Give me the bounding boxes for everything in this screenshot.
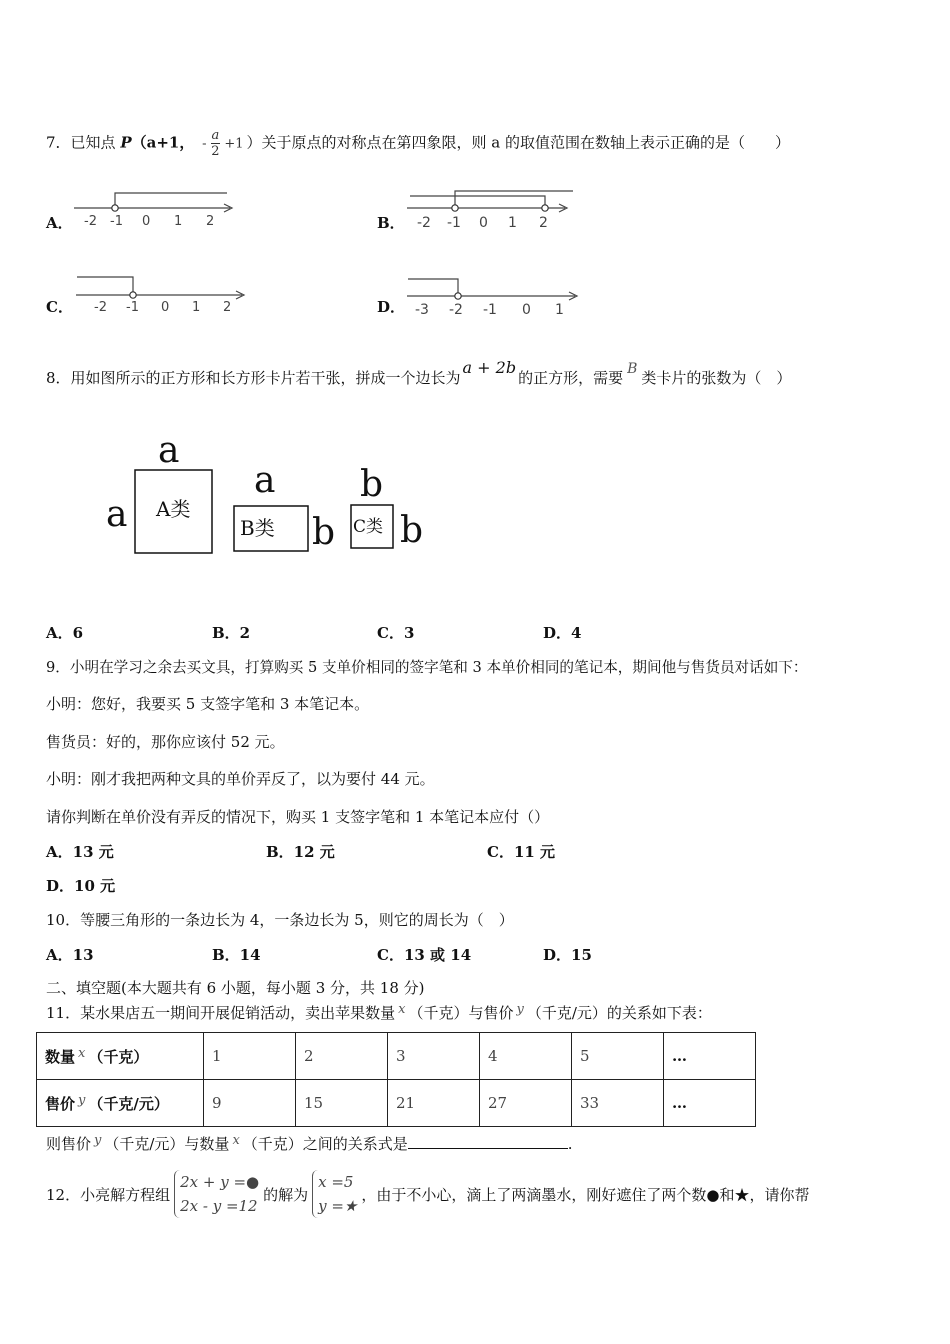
- tick-label: 1: [508, 215, 517, 231]
- q12-equation-system: 2x + y =● 2x - y =12: [174, 1170, 259, 1218]
- tick-label: -1: [447, 215, 461, 231]
- table-cell: 1: [204, 1033, 296, 1080]
- table-cell: 3: [388, 1033, 480, 1080]
- q7-fraction: - $\frac{a}{2}$ +1: [202, 128, 244, 159]
- q7-option-a-numberline: [72, 188, 242, 233]
- q9-option-b: B．12 元: [266, 843, 335, 861]
- q10-option-a: A．13: [46, 946, 94, 964]
- tick-label: 2: [206, 214, 215, 229]
- q9-dialog-3: 小明：刚才我把两种文具的单价弄反了，以为要付 44 元。: [46, 770, 435, 788]
- tick-label: -1: [483, 302, 497, 318]
- q11-question: 则售价 y （千克/元）与数量 x （千克）之间的关系式是 .: [46, 1133, 573, 1153]
- q9-stem: 9．小明在学习之余去买文具，打算购买 5 支单价相同的签字笔和 3 本单价相同的笔记本，期间他与售货员对话如下：: [46, 659, 808, 676]
- table-row: [37, 1080, 756, 1127]
- q8-option-b: B．2: [212, 624, 251, 642]
- tick-label: -1: [126, 300, 139, 315]
- q8-option-c: C．3: [377, 624, 415, 642]
- section-heading: 二、填空题(本大题共有 6 小题，每小题 3 分，共 18 分): [46, 979, 425, 997]
- answer-blank: [408, 1134, 568, 1149]
- card-b-name: B类: [240, 516, 275, 540]
- q7-option-c-numberline: [74, 270, 254, 316]
- tick-label: 0: [522, 302, 531, 318]
- tick-label: -2: [84, 214, 97, 229]
- q10-option-d: D．15: [543, 946, 592, 964]
- card-a-side-label: a: [106, 494, 128, 535]
- tick-label: -1: [110, 214, 123, 229]
- tick-label: 0: [479, 215, 488, 231]
- table-cell: 33: [572, 1080, 664, 1127]
- q9-question: 请你判断在单价没有弄反的情况下，购买 1 支签字笔和 1 本笔记本应付（）: [46, 808, 550, 826]
- table-row: [37, 1033, 756, 1080]
- tick-label: -2: [417, 215, 431, 231]
- q9-dialog-2: 售货员：好的，那你应该付 52 元。: [46, 733, 285, 751]
- card-c-side-label: b: [400, 510, 424, 551]
- card-c-top-label: b: [360, 464, 384, 505]
- table-cell: 15: [296, 1080, 388, 1127]
- q7-option-b-numberline: [405, 186, 580, 234]
- card-c-name: C类: [353, 517, 384, 537]
- table-header-price: 售价 y （千克/元）: [37, 1080, 204, 1127]
- q10-option-b: B．14: [212, 946, 261, 964]
- table-header-quantity: 数量 x （千克）: [37, 1033, 204, 1080]
- table-cell: 21: [388, 1080, 480, 1127]
- q7-option-a-label: A．: [46, 214, 73, 232]
- table-cell: 4: [480, 1033, 572, 1080]
- q7-option-d-numberline: [405, 274, 585, 320]
- table-cell: 27: [480, 1080, 572, 1127]
- table-cell: …: [664, 1033, 756, 1080]
- tick-label: 0: [142, 214, 151, 229]
- card-a-top-label: a: [158, 430, 180, 471]
- card-b-top-label: a: [254, 460, 276, 501]
- tick-label: 1: [192, 300, 201, 315]
- q7-option-b-label: B．: [377, 214, 405, 232]
- q9-option-c: C．11 元: [487, 843, 556, 861]
- tick-label: 1: [174, 214, 183, 229]
- q8-stem: 8．用如图所示的正方形和长方形卡片若干张，拼成一个边长为a + 2b的正方形，需要 B 类卡片的张数为（ ）: [46, 358, 792, 387]
- table-cell: 2: [296, 1033, 388, 1080]
- q9-option-d: D．10 元: [46, 877, 116, 895]
- tick-label: 2: [539, 215, 548, 231]
- q11-stem: 11．某水果店五一期间开展促销活动，卖出苹果数量 x （千克）与售价 y （千克/元）的关系如下表：: [46, 1002, 712, 1022]
- q11-table: [36, 1032, 756, 1127]
- q7-option-d-label: D．: [377, 298, 406, 316]
- table-cell: …: [664, 1080, 756, 1127]
- q7-stem: 7．已知点 P（a+1， - $\frac{a}{2}$ +1 ）关于原点的对称点在第四象限，则 a 的取值范围在数轴上表示正确的是（ ）: [46, 128, 791, 159]
- tick-label: -2: [94, 300, 107, 315]
- q8-cards-figure: [100, 428, 440, 568]
- tick-label: 1: [555, 302, 564, 318]
- q8-option-a: A．6: [46, 624, 84, 642]
- q8-option-d: D．4: [543, 624, 582, 642]
- q7-option-c-label: C．: [46, 298, 73, 316]
- q12-solution: x =5 y =★: [312, 1170, 357, 1218]
- table-cell: 9: [204, 1080, 296, 1127]
- q12-stem: 12．小亮解方程组 2x + y =● 2x - y =12 的解为 x =5 y =★ ，由于不小心，滴上了两滴墨水，刚好遮住了两个数●和★，请你帮: [46, 1166, 809, 1222]
- tick-label: 2: [223, 300, 232, 315]
- q10-option-c: C．13 或 14: [377, 946, 472, 964]
- q9-option-a: A．13 元: [46, 843, 114, 861]
- tick-label: -2: [449, 302, 463, 318]
- tick-label: 0: [161, 300, 170, 315]
- card-b-side-label: b: [312, 512, 336, 553]
- tick-label: -3: [415, 302, 429, 318]
- q9-dialog-1: 小明：您好，我要买 5 支签字笔和 3 本笔记本。: [46, 695, 370, 713]
- q10-stem: 10．等腰三角形的一条边长为 4，一条边长为 5，则它的周长为（ ）: [46, 911, 514, 929]
- table-cell: 5: [572, 1033, 664, 1080]
- card-a-name: A类: [156, 497, 191, 521]
